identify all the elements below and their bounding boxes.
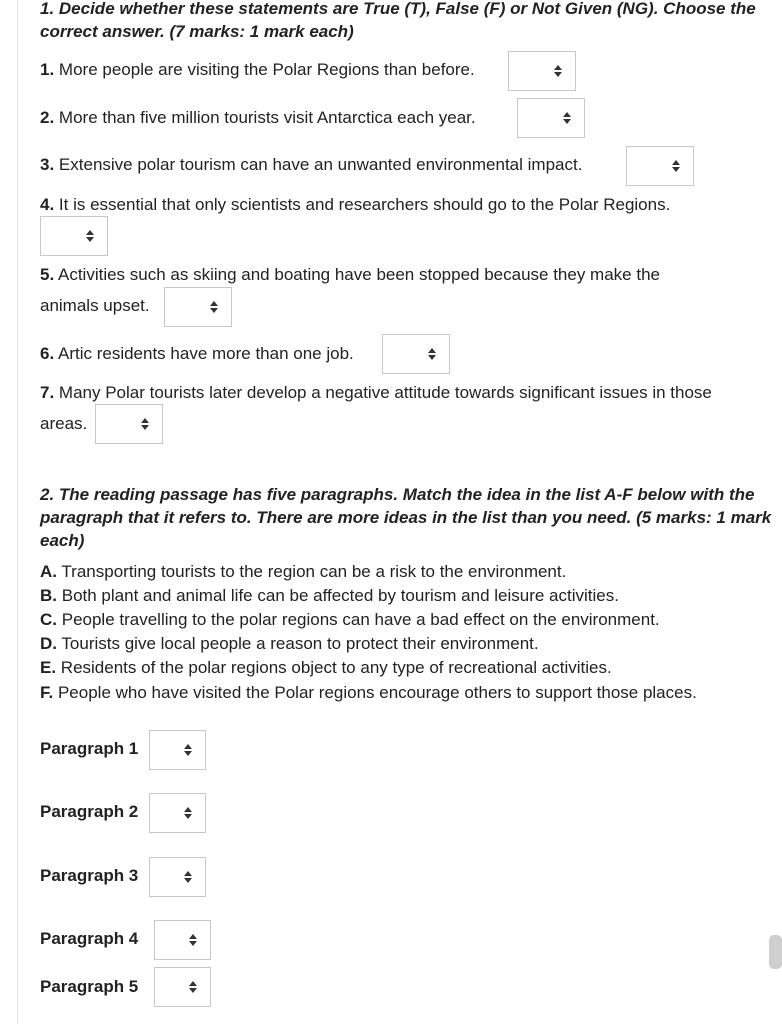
statement-2-answer-select[interactable] — [517, 98, 585, 138]
up-down-caret-icon — [428, 348, 436, 360]
question-1-heading — [40, 0, 756, 43]
statement-text: Activities such as skiing and boating have been stopped because they make the — [57, 265, 660, 284]
statement-number: 7. — [40, 383, 55, 402]
up-down-caret-icon — [184, 744, 192, 756]
paragraph-4-answer-select[interactable] — [154, 920, 211, 960]
idea-letter: D. — [40, 634, 57, 653]
question-2-heading-line-2: paragraph that it refers to. There are more ideas in the list than you need. (5 marks: 1 mark — [40, 508, 772, 527]
idea-letter: B. — [40, 586, 57, 605]
paragraph-2-answer-select[interactable] — [149, 793, 206, 833]
statement-text: More than five million tourists visit Antarctica each year. — [58, 108, 476, 127]
paragraph-5-label: Paragraph 5 — [40, 977, 139, 996]
statement-7-answer-select[interactable] — [95, 404, 163, 444]
paragraph-1-label: Paragraph 1 — [40, 739, 139, 758]
idea-text: People travelling to the polar regions can have a bad effect on the environment. — [61, 610, 660, 629]
question-2-heading — [40, 483, 771, 552]
statement-6 — [40, 344, 354, 364]
paragraph-4-label: Paragraph 4 — [40, 929, 139, 948]
idea-b — [40, 586, 619, 606]
up-down-caret-icon — [86, 230, 94, 242]
idea-letter: A. — [40, 562, 57, 581]
statement-text: Extensive polar tourism can have an unwanted environmental impact. — [58, 155, 583, 174]
question-2-heading-line-1: 2. The reading passage has five paragraphs. Match the idea in the list A-F below with the — [40, 485, 755, 504]
content-border-line — [17, 0, 18, 1024]
idea-c — [40, 610, 660, 630]
paragraph-3-answer-select[interactable] — [149, 857, 206, 897]
idea-a — [40, 562, 566, 582]
statement-6-answer-select[interactable] — [382, 334, 450, 374]
statement-1 — [40, 60, 475, 80]
up-down-caret-icon — [141, 418, 149, 430]
statement-4-answer-select[interactable] — [40, 216, 108, 256]
statement-text: Artic residents have more than one job. — [57, 344, 354, 363]
statement-5-answer-select[interactable] — [164, 287, 232, 327]
paragraph-2-label: Paragraph 2 — [40, 802, 139, 821]
statement-number: 4. — [40, 195, 55, 214]
statement-number: 1. — [40, 60, 55, 79]
statement-number: 5. — [40, 265, 55, 284]
up-down-caret-icon — [554, 65, 562, 77]
statement-number: 2. — [40, 108, 55, 127]
statement-7 — [40, 383, 712, 403]
idea-text: Transporting tourists to the region can be a risk to the environment. — [61, 562, 567, 581]
statement-3-answer-select[interactable] — [626, 146, 694, 186]
statement-3 — [40, 155, 582, 175]
statement-1-answer-select[interactable] — [508, 51, 576, 91]
idea-d — [40, 634, 539, 654]
statement-number: 6. — [40, 344, 55, 363]
idea-text: Tourists give local people a reason to protect their environment. — [61, 634, 539, 653]
idea-text: Residents of the polar regions object to any type of recreational activities. — [60, 658, 612, 677]
up-down-caret-icon — [672, 160, 680, 172]
statement-7-continued: areas. — [40, 414, 88, 433]
statement-number: 3. — [40, 155, 55, 174]
question-1-heading-line-1: 1. Decide whether these statements are True (T), False (F) or Not Given (NG). Choose the — [40, 0, 756, 18]
statement-text: Many Polar tourists later develop a negative attitude towards significant issues in those — [58, 383, 712, 402]
question-2-heading-line-3: each) — [40, 531, 85, 550]
up-down-caret-icon — [189, 934, 197, 946]
statement-4 — [40, 195, 670, 215]
statement-5 — [40, 265, 660, 285]
up-down-caret-icon — [184, 871, 192, 883]
idea-f — [40, 683, 697, 703]
paragraph-5-answer-select[interactable] — [154, 967, 211, 1007]
paragraph-1-answer-select[interactable] — [149, 730, 206, 770]
idea-letter: E. — [40, 658, 57, 677]
question-1-heading-line-2: correct answer. (7 marks: 1 mark each) — [40, 22, 354, 41]
up-down-caret-icon — [210, 301, 218, 313]
up-down-caret-icon — [189, 981, 197, 993]
idea-e — [40, 658, 612, 678]
idea-letter: F. — [40, 683, 54, 702]
idea-letter: C. — [40, 610, 57, 629]
idea-text: People who have visited the Polar regions encourage others to support those places. — [57, 683, 697, 702]
scrollbar-thumb[interactable] — [769, 935, 782, 969]
statement-text: It is essential that only scientists and researchers should go to the Polar Regions. — [58, 195, 671, 214]
up-down-caret-icon — [563, 112, 571, 124]
statement-2 — [40, 108, 476, 128]
statement-5-continued: animals upset. — [40, 296, 150, 315]
paragraph-3-label: Paragraph 3 — [40, 866, 139, 885]
statement-text: More people are visiting the Polar Regions than before. — [58, 60, 475, 79]
up-down-caret-icon — [184, 807, 192, 819]
idea-text: Both plant and animal life can be affected by tourism and leisure activities. — [61, 586, 619, 605]
